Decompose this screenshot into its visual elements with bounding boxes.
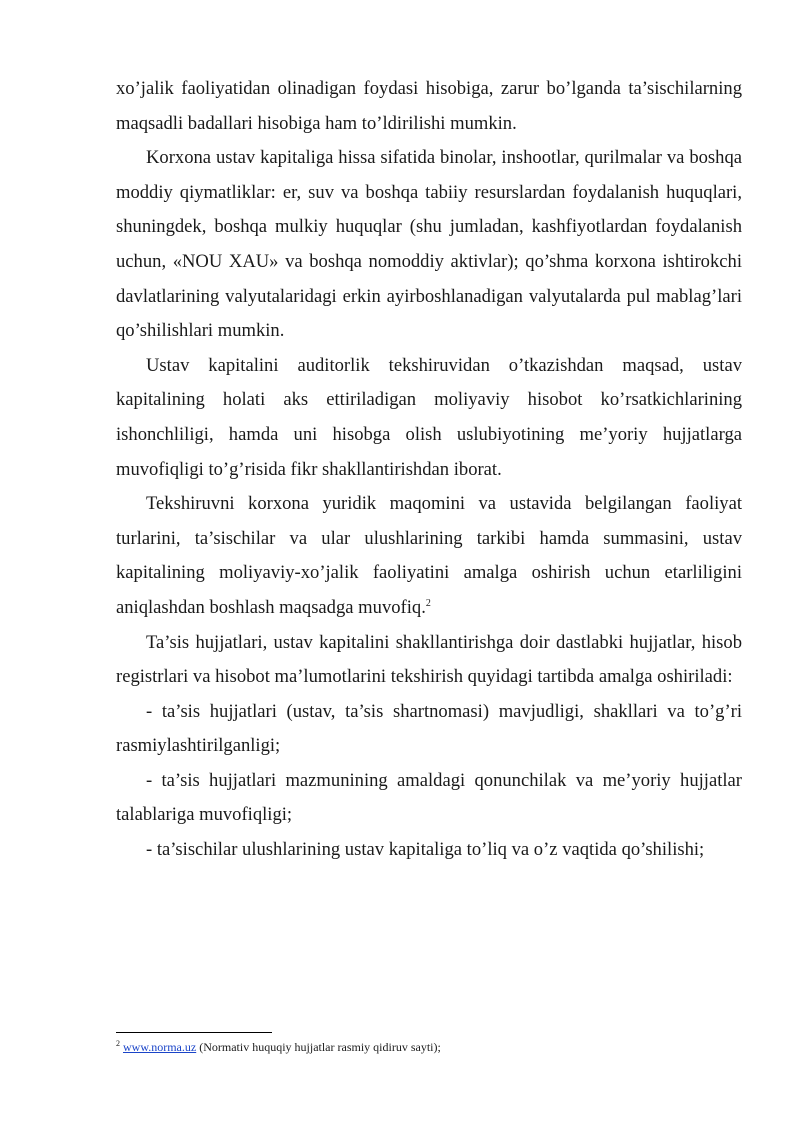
paragraph-audit-start-text: Tekshiruvni korxona yuridik maqomini va ustavida belgilangan faoliyat turlarini, ta’sischilar va ular ulushlarining tarkibi hamda summasini, ustav kapitalining moliyaviy-xo’jalik faoliyatini amalga oshirish uchun etarliligini aniqlashdan boshlash maqsadga muvofiq. bbox=[116, 493, 742, 618]
footnote-reference: 2 bbox=[425, 597, 431, 609]
document-body bbox=[116, 72, 742, 868]
paragraph-contributions: Korxona ustav kapitaliga hissa sifatida binolar, inshootlar, qurilmalar va boshqa moddiy qiymatliklar: er, suv va boshqa tabiiy resurslardan foydalanish huquqlari, shuningdek, boshqa mulkiy huquqlar (shu jumladan, kashfiyotlardan foydalanish uchun, «NOU XAU» va boshqa nomoddiy aktivlar); qo’shma korxona ishtirokchi davlatlarining valyutalaridagi erkin ayirboshlanadigan valyutalarda pul mablag’lari qo’shilishlari mumkin. bbox=[116, 147, 742, 342]
footnote-divider bbox=[116, 1032, 272, 1033]
footnote-text: (Normativ huquqiy hujjatlar rasmiy qidiruv sayti); bbox=[196, 1040, 441, 1054]
paragraph-procedure: Ta’sis hujjatlari, ustav kapitalini shakllantirishga doir dastlabki hujjatlar, hisob registrlari va hisobot ma’lumotlarini tekshirish quyidagi tartibda amalga oshiriladi: bbox=[116, 631, 742, 688]
paragraph-continuation: xo’jalik faoliyatidan olinadigan foydasi hisobiga, zarur bo’lganda ta’sischilarning maqsadli badallari hisobiga ham to’ldirilishi mumkin. bbox=[116, 78, 742, 134]
paragraph-audit-purpose: Ustav kapitalini auditorlik tekshiruvidan o’tkazishdan maqsad, ustav kapitalining holati aks ettiriladigan moliyaviy hisobot ko’rsatkichlarining ishonchliligi, hamda uni hisobga olish uslubiyotining me’yoriy hujjatlarga muvofiqligi to’g’risida fikr shakllantirishdan iborat. bbox=[116, 354, 742, 480]
footnote bbox=[116, 1040, 742, 1054]
footnote-marker: 2 bbox=[116, 1039, 120, 1048]
paragraph-audit-start bbox=[116, 487, 742, 625]
list-item: - ta’sischilar ulushlarining ustav kapitaliga to’liq va o’z vaqtida qo’shilishi; bbox=[146, 839, 705, 861]
list-item: - ta’sis hujjatlari mazmunining amaldagi qonunchilak va me’yoriy hujjatlar talablariga muvofiqligi; bbox=[116, 769, 742, 826]
list-item: - ta’sis hujjatlari (ustav, ta’sis shartnomasi) mavjudligi, shakllari va to’g’ri rasmiylashtirilganligi; bbox=[116, 700, 742, 757]
footnote-link[interactable]: www.norma.uz bbox=[123, 1040, 197, 1054]
